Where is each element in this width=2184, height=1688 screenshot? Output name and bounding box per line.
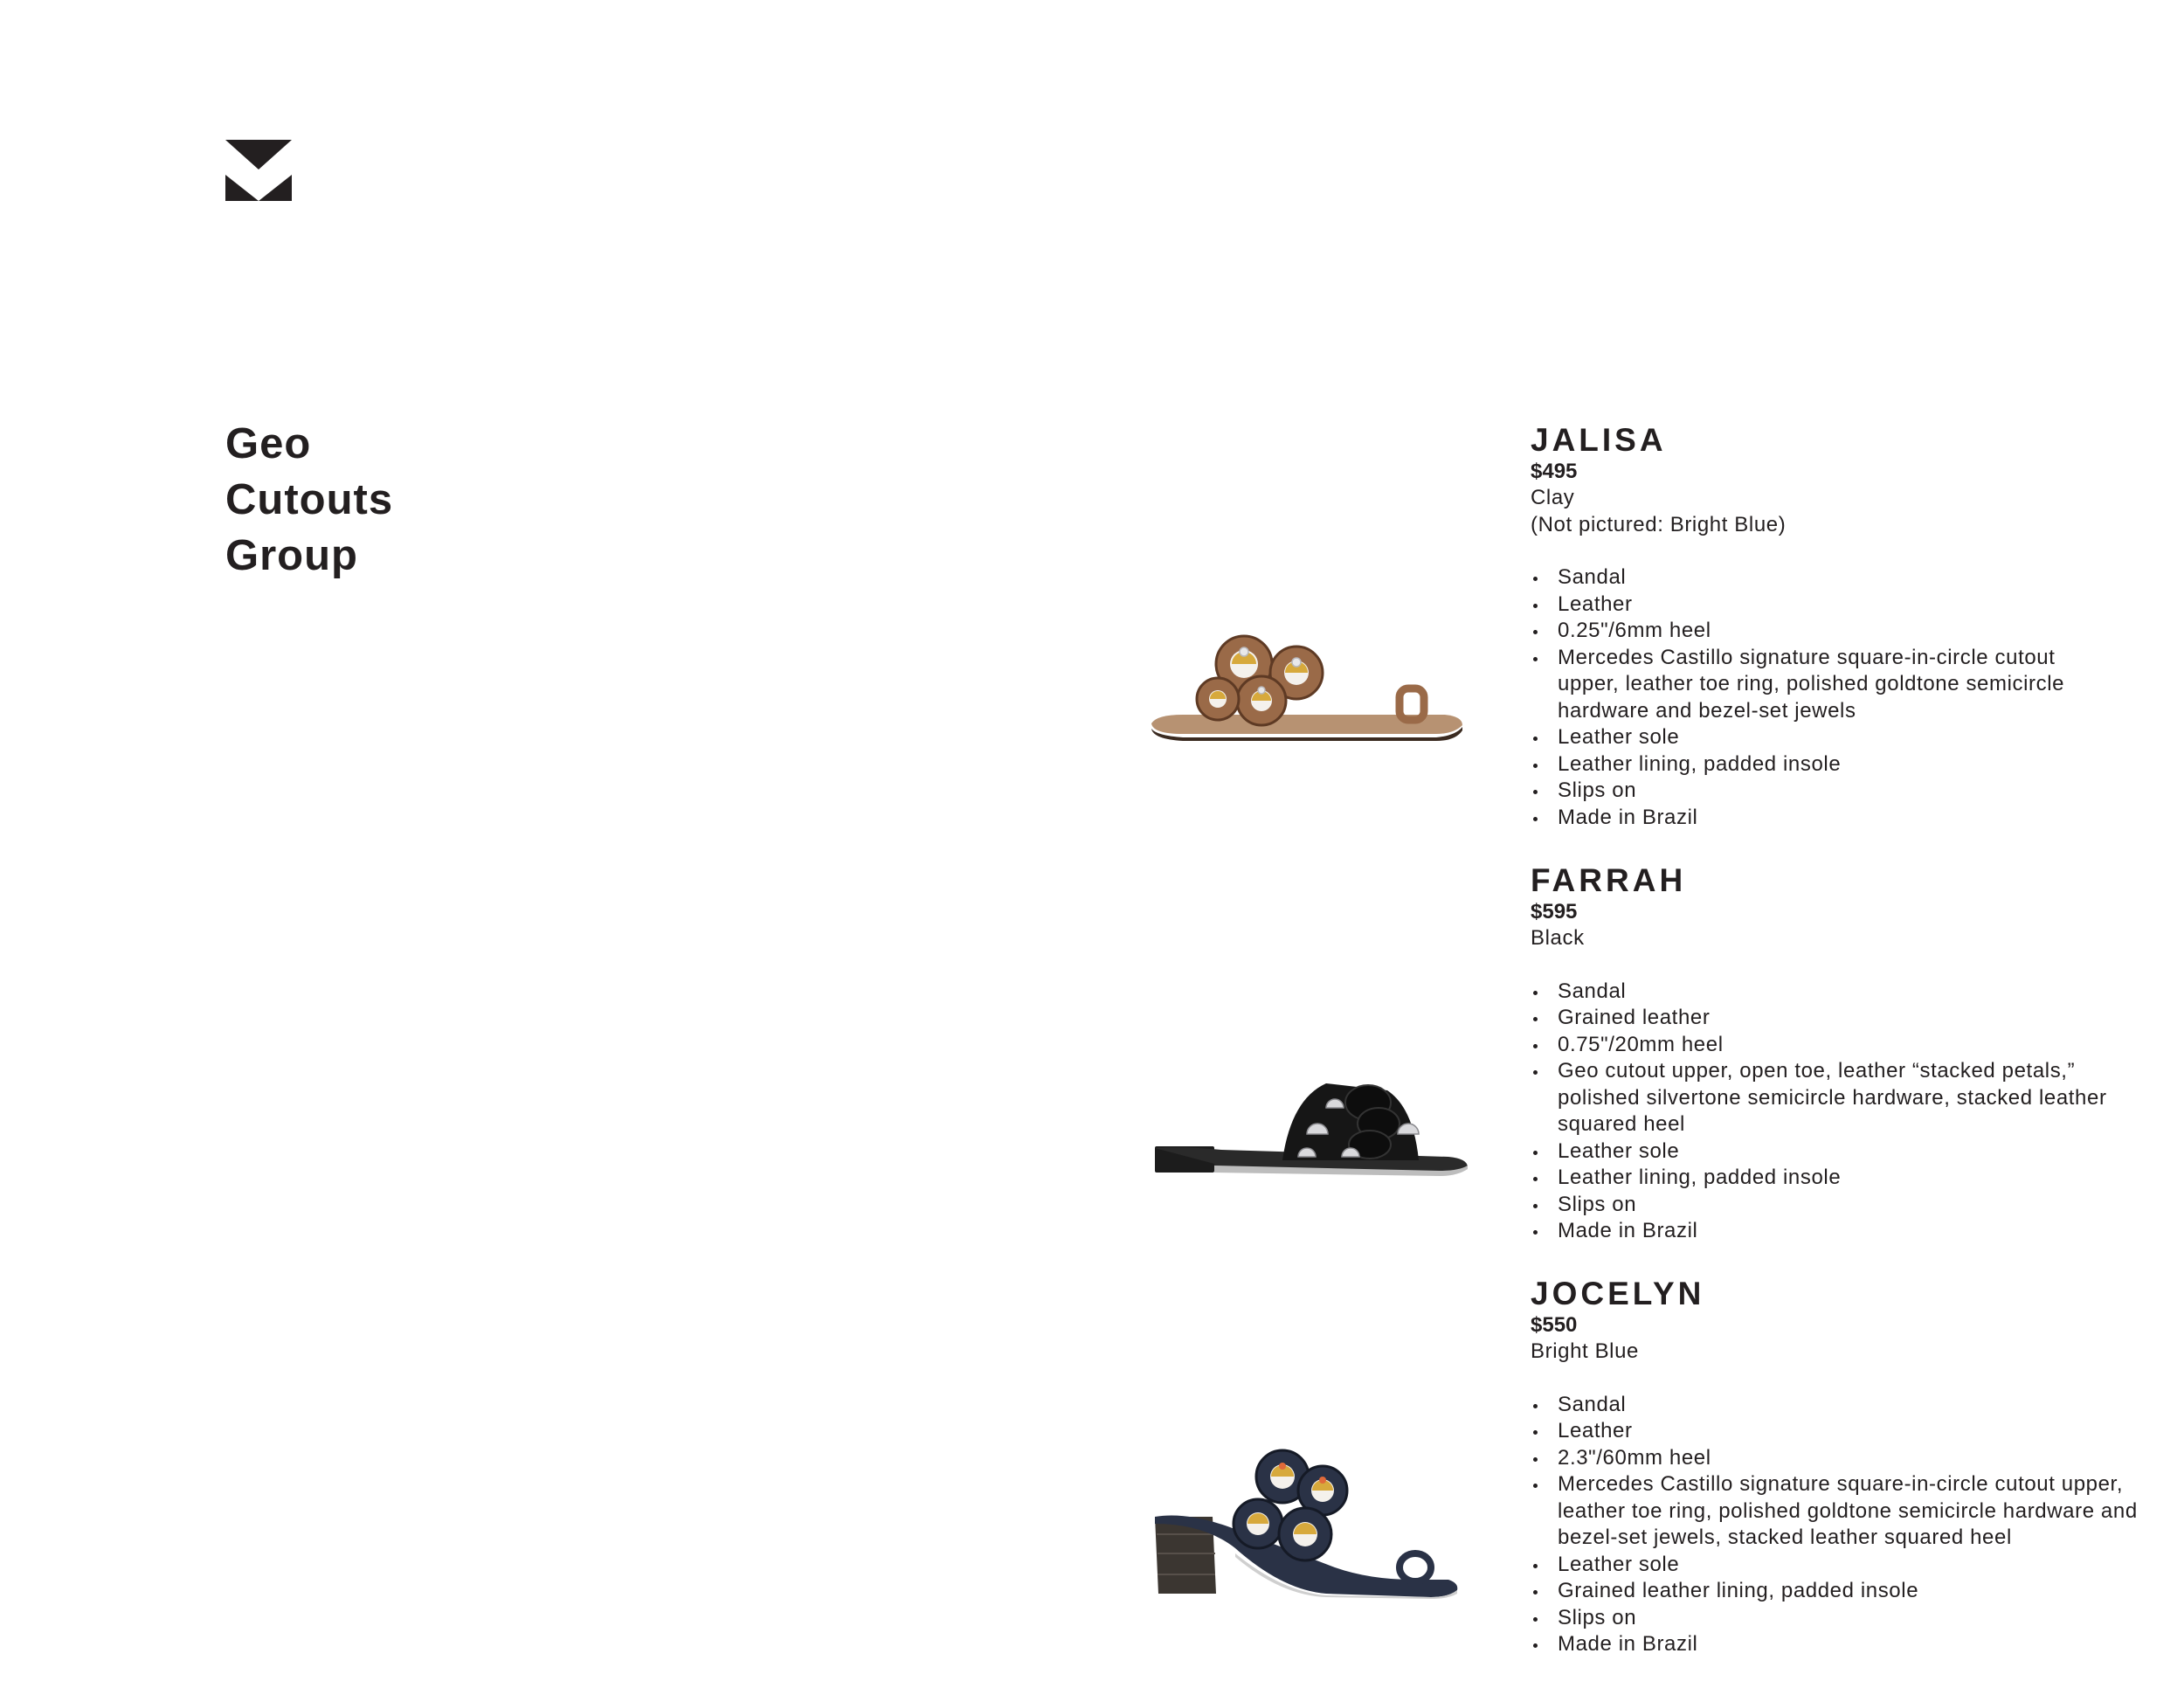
feature-item: Leather: [1531, 591, 2160, 619]
feature-item: Sandal: [1531, 979, 2160, 1006]
feature-item: Grained leather lining, padded insole: [1531, 1578, 2160, 1605]
feature-item: Leather lining, padded insole: [1531, 751, 2160, 778]
feature-item: Made in Brazil: [1531, 1631, 2160, 1658]
feature-item: Mercedes Castillo signature square-in-circle cutout upper, leather toe ring, polished goldtone semicircle hardware and bezel-set jewels: [1531, 645, 2073, 725]
product-color: Clay: [1531, 486, 1575, 509]
feature-item: Made in Brazil: [1531, 805, 2160, 832]
feature-item: Leather sole: [1531, 1138, 2160, 1166]
product-note: (Not pictured: Bright Blue): [1531, 512, 1787, 536]
product-price: $550: [1531, 1313, 1578, 1337]
group-title-line: Cutouts: [225, 476, 394, 523]
group-title-line: Geo: [225, 420, 312, 467]
product-price: $595: [1531, 900, 1578, 924]
group-title: [225, 416, 393, 584]
product-jalisa: [1531, 422, 2160, 831]
feature-item: 2.3"/60mm heel: [1531, 1445, 2160, 1472]
feature-item: Slips on: [1531, 1605, 2160, 1632]
feature-item: Leather lining, padded insole: [1531, 1165, 2160, 1192]
jalisa-shoe-image: [1148, 627, 1466, 743]
product-name: FARRAH: [1531, 862, 1687, 898]
product-name: JOCELYN: [1531, 1276, 1705, 1311]
feature-item: Slips on: [1531, 778, 2160, 805]
jocelyn-shoe-image: [1151, 1443, 1461, 1599]
product-price: $495: [1531, 460, 1578, 483]
product-name: JALISA: [1531, 422, 1667, 458]
feature-item: Leather sole: [1531, 724, 2160, 751]
feature-item: 0.25"/6mm heel: [1531, 618, 2160, 645]
feature-item: Geo cutout upper, open toe, leather “stacked petals,” polished silvertone semicircle hardware, stacked leather squared heel: [1531, 1058, 2108, 1138]
feature-item: Leather: [1531, 1418, 2160, 1445]
product-features: [1531, 564, 2160, 831]
product-farrah: [1531, 862, 2160, 1245]
feature-item: Grained leather: [1531, 1005, 2160, 1032]
feature-item: Sandal: [1531, 564, 2160, 591]
feature-item: 0.75"/20mm heel: [1531, 1032, 2160, 1059]
feature-item: Sandal: [1531, 1392, 2160, 1419]
product-color: Bright Blue: [1531, 1339, 1639, 1363]
product-features: [1531, 979, 2160, 1245]
brand-logo-icon: [225, 140, 292, 206]
product-color: Black: [1531, 926, 1585, 950]
product-features: [1531, 1392, 2160, 1658]
feature-item: Slips on: [1531, 1192, 2160, 1219]
feature-item: Made in Brazil: [1531, 1218, 2160, 1245]
product-jocelyn: [1531, 1276, 2160, 1658]
feature-item: Leather sole: [1531, 1552, 2160, 1579]
group-title-line: Group: [225, 532, 358, 579]
feature-item: Mercedes Castillo signature square-in-circle cutout upper, leather toe ring, polished goldtone semicircle hardware and bezel-set jewels, stacked leather squared heel: [1531, 1471, 2169, 1552]
farrah-shoe-image: [1151, 1073, 1471, 1178]
